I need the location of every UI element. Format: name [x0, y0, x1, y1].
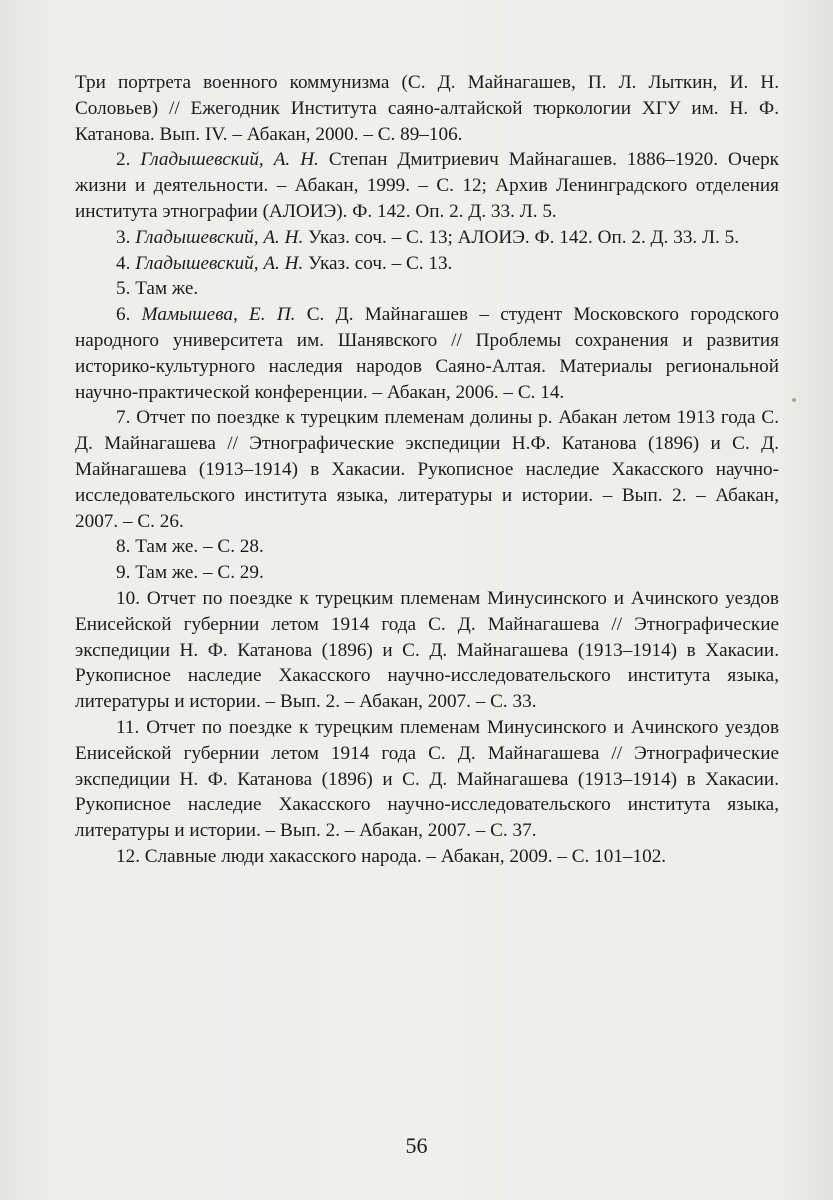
endnote-number: 7. [116, 407, 131, 429]
endnote-text: Степан Дмитриевич Майнагашев. 1886–1920. Очерк жизни и деятельности. – Абакан, 1999. – С. 12; Архив Ленинградского отделения института этнографии (АЛОИЭ). Ф. 142. Оп. 2. Д. 33. Л. 5. [75, 149, 779, 222]
page-number: 56 [405, 1133, 428, 1158]
endnote-author: Гладышевский, А. Н. [135, 252, 304, 274]
endnote-number: 6. [116, 304, 131, 326]
endnote-5 [75, 276, 779, 302]
endnote-text: С. Д. Майнагашев – студент Московского городского народного университета им. Шанявского // Проблемы сохранения и развития историко-культурного наследия народов Саяно-Алтая. Материалы региональной научно-практической конференции. – Абакан, 2006. – С. 14. [75, 304, 780, 403]
endnote-text: Там же. – С. 29. [135, 562, 264, 584]
endnote-1-continuation [75, 70, 779, 147]
endnote-number: 2. [116, 149, 131, 171]
endnote-text: Указ. соч. – С. 13; АЛОИЭ. Ф. 142. Оп. 2. Д. 33. Л. 5. [308, 226, 740, 248]
endnote-text: Отчет по поездке к турецким племенам долины р. Абакан летом 1913 года С. Д. Майнагашева // Этнографические экспедиции Н.Ф. Катанова (1896) и С. Д. Майнагашева (1913–1914) в Хакасии. Рукописное наследие Хакасского научно-исследовательского института языка, литературы и истории. – Вып. 2. – Абакан, 2007. – С. 26. [75, 407, 779, 532]
endnote-number: 4. [116, 252, 131, 274]
endnote-12 [75, 844, 779, 870]
endnote-number: 8. [116, 536, 131, 558]
endnote-text: Отчет по поездке к турецким племенам Минусинского и Ачинского уездов Енисейской губернии летом 1914 года С. Д. Майнагашева // Этнографические экспедиции Н. Ф. Катанова (1896) и С. Д. Майнагашева (1913–1914) в Хакасии. Рукописное наследие Хакасского научно-исследовательского института языка, литературы и истории. – Вып. 2. – Абакан, 2007. – С. 33. [75, 587, 779, 713]
endnote-number: 9. [116, 562, 131, 584]
endnote-7 [75, 405, 779, 534]
endnote-text: Там же. – С. 28. [135, 536, 264, 558]
endnote-text: Три портрета военного коммунизма (С. Д. Майнагашев, П. Л. Лыткин, И. Н. Соловьев) // Ежегодник Института саяно-алтайской тюркологии ХГУ им. Н. Ф. Катанова. Вып. IV. – Абакан, 2000. – С. 89–106. [75, 72, 779, 145]
endnote-text: Там же. [135, 278, 199, 300]
endnote-11 [75, 715, 779, 844]
endnote-8 [75, 534, 779, 560]
endnote-6 [75, 302, 779, 405]
endnote-author: Гладышевский, А. Н. [135, 226, 304, 248]
endnote-2 [75, 147, 779, 224]
endnote-10 [75, 586, 779, 715]
paper-speck [792, 398, 796, 402]
endnote-number: 10. [116, 587, 140, 609]
endnote-text: Славные люди хакасского народа. – Абакан, 2009. – С. 101–102. [144, 845, 667, 867]
endnote-3 [75, 225, 779, 251]
endnote-number: 5. [116, 278, 131, 300]
endnote-number: 12. [116, 845, 140, 867]
endnote-text: Отчет по поездке к турецким племенам Минусинского и Ачинского уездов Енисейской губернии летом 1914 года С. Д. Майнагашева // Этнографические экспедиции Н. Ф. Катанова (1896) и С. Д. Майнагашева (1913–1914) в Хакасии. Рукописное наследие Хакасского научно-исследовательского института языка, литературы и истории. – Вып. 2. – Абакан, 2007. – С. 37. [75, 716, 779, 842]
endnote-number: 11. [116, 716, 140, 738]
endnote-author: Мамышева, Е. П. [141, 304, 296, 326]
endnotes-list [75, 70, 779, 870]
endnote-number: 3. [116, 226, 131, 248]
endnote-text: Указ. соч. – С. 13. [308, 252, 453, 274]
endnote-9 [75, 560, 779, 586]
endnote-author: Гладышевский, А. Н. [140, 149, 319, 171]
endnote-4 [75, 251, 779, 277]
